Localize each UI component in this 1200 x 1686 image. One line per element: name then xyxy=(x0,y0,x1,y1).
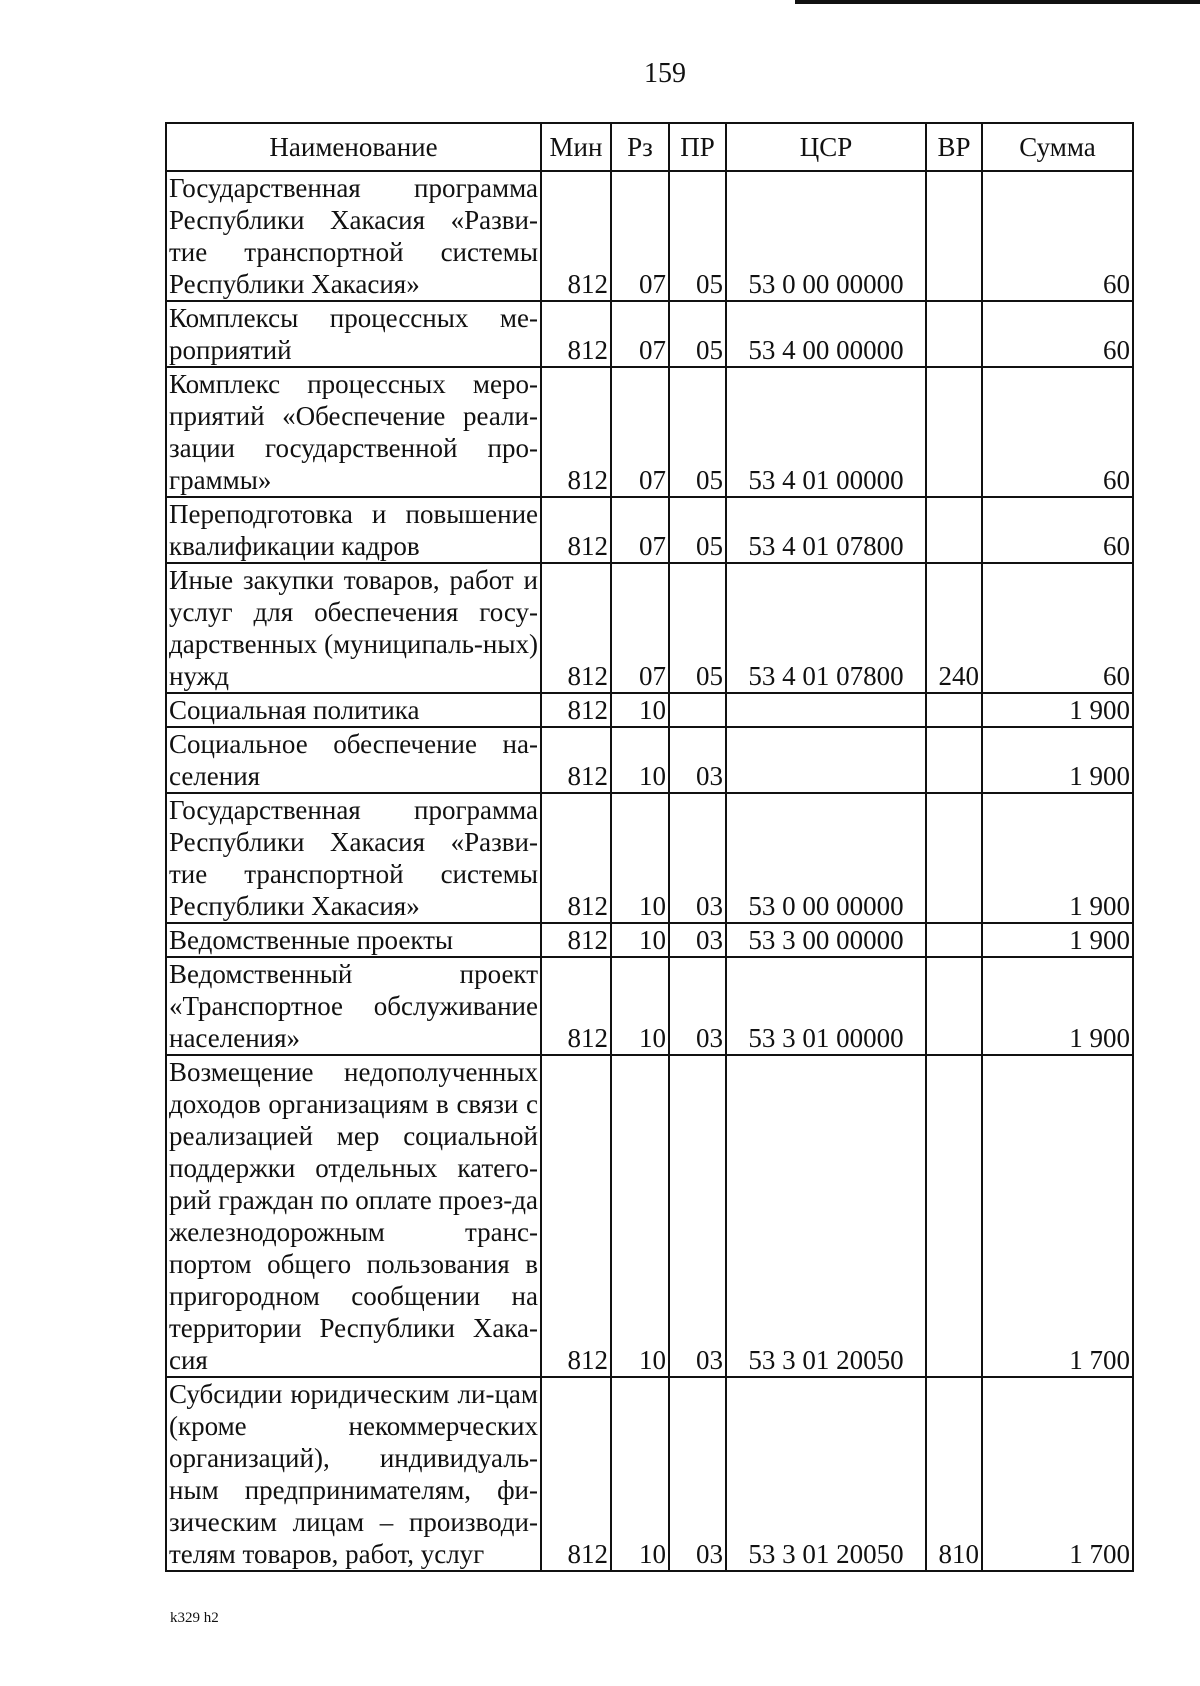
cell-pr: 03 xyxy=(669,957,726,1055)
cell-rz: 10 xyxy=(611,727,669,793)
cell-vr xyxy=(926,693,982,727)
cell-min: 812 xyxy=(541,563,611,693)
table-row xyxy=(166,171,1133,301)
cell-rz: 07 xyxy=(611,171,669,301)
cell-name: Государственная программа Республики Хакасия «Разви-тие транспортной системы Республики Хакасия» xyxy=(166,793,541,923)
table-row xyxy=(166,367,1133,497)
cell-pr: 03 xyxy=(669,1377,726,1571)
cell-sum: 60 xyxy=(982,301,1133,367)
cell-vr xyxy=(926,171,982,301)
cell-name: Государственная программа Республики Хакасия «Разви-тие транспортной системы Республики Хакасия» xyxy=(166,171,541,301)
header-vr: ВР xyxy=(926,123,982,171)
cell-name: Ведомственный проект «Транспортное обслуживание населения» xyxy=(166,957,541,1055)
table-row xyxy=(166,727,1133,793)
cell-min: 812 xyxy=(541,171,611,301)
cell-min: 812 xyxy=(541,301,611,367)
cell-csr: 53 0 00 00000 xyxy=(726,171,926,301)
cell-pr: 05 xyxy=(669,301,726,367)
cell-vr xyxy=(926,957,982,1055)
cell-pr: 05 xyxy=(669,497,726,563)
cell-name: Иные закупки товаров, работ и услуг для обеспечения госу-дарственных (муниципаль-ных) нужд xyxy=(166,563,541,693)
cell-csr: 53 3 00 00000 xyxy=(726,923,926,957)
cell-sum: 1 900 xyxy=(982,793,1133,923)
cell-pr: 03 xyxy=(669,1055,726,1377)
cell-min: 812 xyxy=(541,793,611,923)
cell-rz: 07 xyxy=(611,563,669,693)
table-row xyxy=(166,957,1133,1055)
cell-name: Социальная политика xyxy=(166,693,541,727)
table-header-row xyxy=(166,123,1133,171)
cell-csr: 53 3 01 20050 xyxy=(726,1055,926,1377)
header-csr: ЦСР xyxy=(726,123,926,171)
table-body xyxy=(166,171,1133,1571)
cell-rz: 07 xyxy=(611,301,669,367)
cell-vr xyxy=(926,727,982,793)
budget-table xyxy=(165,122,1134,1572)
cell-name: Возмещение недополученных доходов организациям в связи с реализацией мер социальной поддержки отдельных катего-рий граждан по оплате проез-да железнодорожным транс-портом общего пользования в пригородном сообщении на территории Республики Хака-сия xyxy=(166,1055,541,1377)
cell-name: Социальное обеспечение на-селения xyxy=(166,727,541,793)
cell-rz: 10 xyxy=(611,693,669,727)
cell-csr: 53 4 01 07800 xyxy=(726,563,926,693)
cell-sum: 60 xyxy=(982,563,1133,693)
cell-min: 812 xyxy=(541,497,611,563)
cell-rz: 10 xyxy=(611,1377,669,1571)
table-row xyxy=(166,693,1133,727)
cell-name: Комплекс процессных меро-приятий «Обеспечение реали-зации государственной про-граммы» xyxy=(166,367,541,497)
cell-vr xyxy=(926,1055,982,1377)
cell-min: 812 xyxy=(541,923,611,957)
header-name: Наименование xyxy=(166,123,541,171)
cell-sum: 1 900 xyxy=(982,923,1133,957)
cell-vr: 810 xyxy=(926,1377,982,1571)
header-rz: Рз xyxy=(611,123,669,171)
cell-name: Субсидии юридическим ли-цам (кроме некоммерческих организаций), индивидуаль-ным предпринимателям, фи-зическим лицам – производи-телям товаров, работ, услуг xyxy=(166,1377,541,1571)
footer-code: k329 h2 xyxy=(170,1610,219,1626)
cell-name: Комплексы процессных ме-роприятий xyxy=(166,301,541,367)
cell-vr xyxy=(926,497,982,563)
table-row xyxy=(166,793,1133,923)
header-pr: ПР xyxy=(669,123,726,171)
cell-pr: 05 xyxy=(669,563,726,693)
cell-min: 812 xyxy=(541,957,611,1055)
table-row xyxy=(166,923,1133,957)
cell-min: 812 xyxy=(541,1055,611,1377)
cell-pr: 05 xyxy=(669,367,726,497)
cell-rz: 10 xyxy=(611,957,669,1055)
table-row xyxy=(166,1055,1133,1377)
header-min: Мин xyxy=(541,123,611,171)
page-number: 159 xyxy=(644,58,686,89)
cell-pr xyxy=(669,693,726,727)
cell-vr xyxy=(926,923,982,957)
cell-sum: 60 xyxy=(982,497,1133,563)
cell-sum: 60 xyxy=(982,171,1133,301)
cell-pr: 03 xyxy=(669,923,726,957)
cell-min: 812 xyxy=(541,693,611,727)
cell-sum: 1 700 xyxy=(982,1055,1133,1377)
cell-min: 812 xyxy=(541,367,611,497)
cell-rz: 10 xyxy=(611,793,669,923)
table-row xyxy=(166,563,1133,693)
cell-rz: 07 xyxy=(611,367,669,497)
cell-csr xyxy=(726,693,926,727)
cell-sum: 1 900 xyxy=(982,727,1133,793)
cell-name: Переподготовка и повышение квалификации кадров xyxy=(166,497,541,563)
cell-sum: 60 xyxy=(982,367,1133,497)
cell-sum: 1 700 xyxy=(982,1377,1133,1571)
header-sum: Сумма xyxy=(982,123,1133,171)
cell-rz: 07 xyxy=(611,497,669,563)
cell-min: 812 xyxy=(541,1377,611,1571)
cell-pr: 03 xyxy=(669,727,726,793)
cell-vr xyxy=(926,301,982,367)
top-border-line xyxy=(795,0,1200,4)
cell-csr: 53 4 01 00000 xyxy=(726,367,926,497)
cell-vr xyxy=(926,367,982,497)
cell-csr: 53 3 01 00000 xyxy=(726,957,926,1055)
cell-vr: 240 xyxy=(926,563,982,693)
cell-csr: 53 3 01 20050 xyxy=(726,1377,926,1571)
cell-rz: 10 xyxy=(611,1055,669,1377)
table-row xyxy=(166,497,1133,563)
cell-sum: 1 900 xyxy=(982,693,1133,727)
cell-pr: 05 xyxy=(669,171,726,301)
cell-csr xyxy=(726,727,926,793)
cell-name: Ведомственные проекты xyxy=(166,923,541,957)
cell-csr: 53 4 00 00000 xyxy=(726,301,926,367)
table-row xyxy=(166,301,1133,367)
cell-csr: 53 0 00 00000 xyxy=(726,793,926,923)
cell-min: 812 xyxy=(541,727,611,793)
cell-pr: 03 xyxy=(669,793,726,923)
cell-rz: 10 xyxy=(611,923,669,957)
cell-vr xyxy=(926,793,982,923)
cell-sum: 1 900 xyxy=(982,957,1133,1055)
table-row xyxy=(166,1377,1133,1571)
cell-csr: 53 4 01 07800 xyxy=(726,497,926,563)
